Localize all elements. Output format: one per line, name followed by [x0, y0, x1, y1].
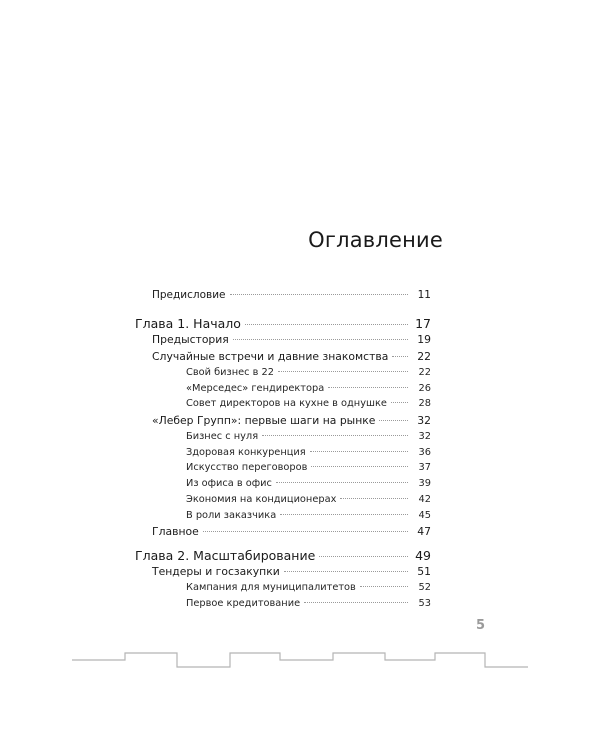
toc-entry-label: Тендеры и госзакупки: [152, 565, 280, 579]
toc-entry-label: Кампания для муниципалитетов: [186, 582, 356, 594]
toc-title: Оглавление: [308, 228, 443, 252]
toc-entry-label: Свой бизнес в 22: [186, 367, 274, 378]
dot-leader: [319, 556, 408, 557]
dot-leader: [328, 387, 408, 388]
toc-entry-page: 28: [418, 398, 431, 410]
dot-leader: [230, 294, 409, 295]
toc-entry-page: 11: [417, 289, 431, 301]
dot-leader: [340, 498, 408, 499]
toc-entry-page: 36: [418, 446, 431, 458]
toc-entry-page: 32: [417, 414, 431, 428]
toc-entry-page: 49: [415, 548, 431, 564]
table-of-contents: [135, 289, 431, 614]
dot-leader: [245, 324, 408, 325]
step-line-decoration: [0, 640, 600, 680]
toc-subsection-entry[interactable]: [135, 367, 431, 383]
dot-leader: [392, 356, 408, 357]
toc-entry-page: 22: [418, 367, 431, 378]
toc-entry-label: Бизнес с нуля: [186, 431, 259, 443]
toc-subsection-entry[interactable]: [135, 598, 431, 614]
toc-entry-label: Здоровая конкуренция: [186, 446, 306, 458]
dot-leader: [276, 482, 408, 483]
toc-subsection-entry[interactable]: [135, 383, 431, 399]
toc-subsection-entry[interactable]: [135, 398, 431, 414]
toc-entry-label: «Лебер Групп»: первые шаги на рынке: [152, 414, 376, 428]
toc-entry-page: 17: [415, 316, 431, 331]
toc-entry-page: 26: [418, 382, 431, 394]
toc-entry-page: 53: [418, 597, 431, 609]
toc-entry-label: В роли заказчика: [186, 509, 277, 521]
toc-subsection-entry[interactable]: [135, 462, 431, 478]
toc-entry-label: Глава 1. Начало: [135, 316, 241, 331]
toc-section-entry[interactable]: [135, 565, 431, 582]
toc-entry-page: 45: [418, 509, 431, 521]
toc-entry-label: Искусство переговоров: [186, 462, 308, 474]
toc-subsection-entry[interactable]: [135, 582, 431, 598]
dot-leader: [310, 451, 408, 452]
page-number: 5: [476, 618, 486, 633]
toc-entry-page: 32: [418, 431, 431, 443]
dot-leader: [262, 435, 408, 436]
dot-leader: [278, 371, 408, 372]
toc-section-entry[interactable]: [135, 414, 431, 431]
toc-entry-label: Главное: [152, 525, 199, 539]
toc-entry-label: Экономия на кондиционерах: [186, 493, 337, 505]
toc-section-entry[interactable]: [135, 350, 431, 367]
toc-entry-label: Случайные встречи и давние знакомства: [152, 350, 389, 363]
toc-entry-label: Предыстория: [152, 333, 229, 346]
toc-chapter-entry[interactable]: [135, 316, 431, 333]
dot-leader: [233, 339, 408, 340]
toc-subsection-entry[interactable]: [135, 431, 431, 447]
toc-section-entry[interactable]: [135, 333, 431, 350]
dot-leader: [379, 420, 408, 421]
toc-subsection-entry[interactable]: [135, 447, 431, 463]
dot-leader: [203, 531, 408, 532]
toc-entry[interactable]: [135, 289, 431, 306]
toc-entry-page: 37: [418, 462, 431, 474]
toc-section-entry[interactable]: [135, 525, 431, 542]
toc-subsection-entry[interactable]: [135, 478, 431, 494]
toc-subsection-entry[interactable]: [135, 494, 431, 510]
dot-leader: [360, 586, 408, 587]
dot-leader: [280, 514, 408, 515]
toc-entry-label: Первое кредитование: [186, 597, 301, 609]
toc-entry-page: 52: [418, 582, 431, 594]
toc-subsection-entry[interactable]: [135, 510, 431, 526]
toc-entry-label: «Мерседес» гендиректора: [186, 382, 325, 394]
dot-leader: [311, 466, 408, 467]
toc-entry-label: Из офиса в офис: [186, 478, 272, 490]
toc-entry-label: Предисловие: [152, 289, 226, 301]
toc-entry-label: Совет директоров на кухне в однушке: [186, 398, 387, 410]
dot-leader: [284, 571, 408, 572]
toc-entry-page: 47: [417, 525, 431, 539]
toc-chapter-entry[interactable]: [135, 548, 431, 565]
toc-entry-page: 19: [417, 333, 431, 346]
dot-leader: [304, 602, 408, 603]
toc-entry-page: 39: [418, 478, 431, 490]
toc-entry-page: 51: [417, 565, 431, 579]
dot-leader: [391, 402, 408, 403]
toc-entry-page: 42: [418, 493, 431, 505]
toc-entry-label: Глава 2. Масштабирование: [135, 548, 316, 564]
toc-entry-page: 22: [417, 350, 431, 363]
